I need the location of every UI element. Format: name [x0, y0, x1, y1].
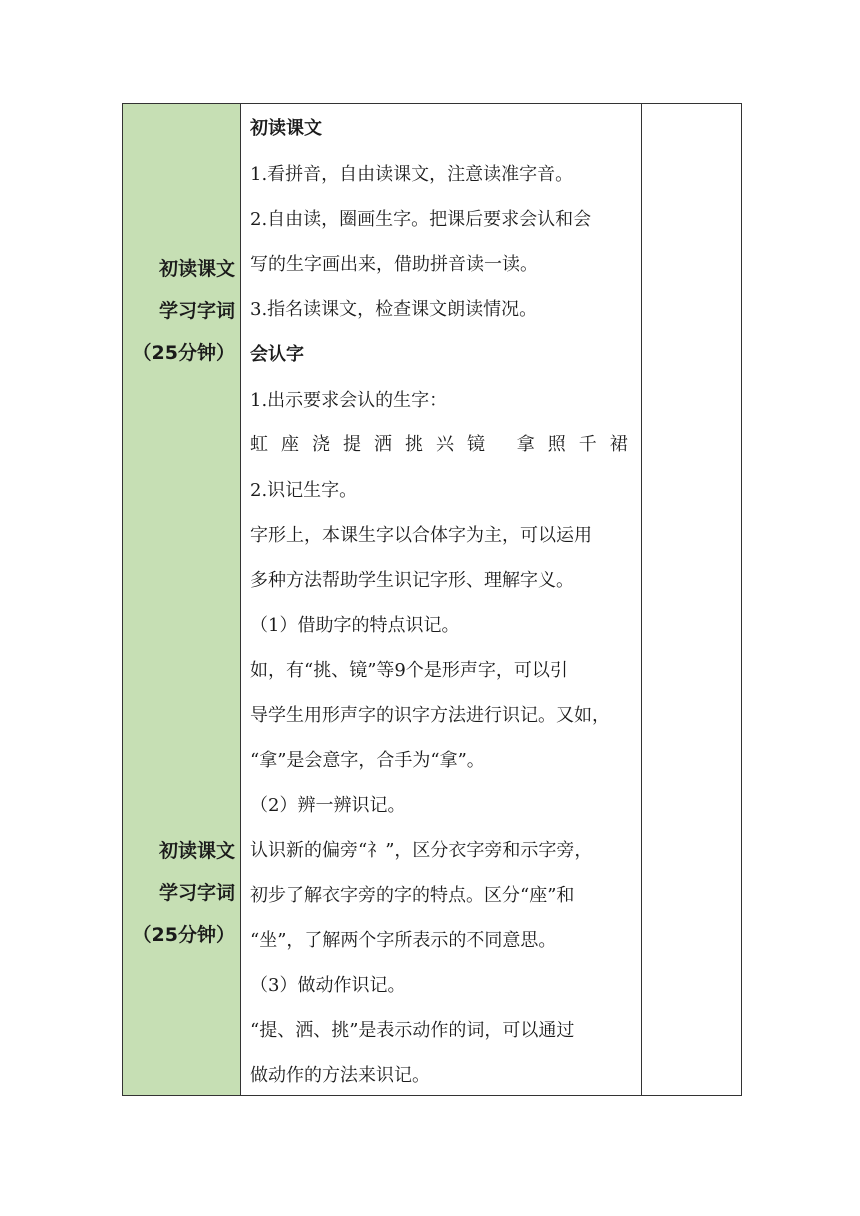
- paragraph-line: 多种方法帮助学生识记字形、理解字义。: [250, 570, 574, 591]
- paragraph-line: 如，有“挑、镜”等9个是形声字，可以引: [250, 660, 568, 681]
- recognize-step-1: 1.出示要求会认的生字：: [250, 390, 448, 411]
- paragraph-line: 做动作的方法来识记。: [250, 1065, 430, 1086]
- paragraph-line: “坐”，了解两个字所表示的不同意思。: [250, 930, 557, 951]
- stage-label-subtitle: 学习字词: [158, 882, 235, 904]
- step-2-line-1: 2.自由读，圈画生字。把课后要求会认和会: [250, 209, 592, 230]
- character-list: 虹座浇提洒挑兴镜 拿照千裙: [250, 434, 641, 455]
- paragraph-line: “提、洒、挑”是表示动作的词，可以通过: [250, 1020, 575, 1041]
- method-3: （3）做动作识记。: [250, 975, 406, 996]
- stage-label-title: 初读课文: [158, 840, 235, 862]
- stage-label-column: [123, 104, 241, 1095]
- teaching-content-column: [241, 104, 642, 1095]
- paragraph-line: 字形上，本课生字以合体字为主，可以运用: [250, 525, 592, 546]
- stage-label-block-1: [123, 248, 241, 374]
- stage-label-duration: （25分钟）: [132, 924, 235, 946]
- paragraph-line: 认识新的偏旁“礻”，区分衣字旁和示字旁，: [250, 840, 593, 861]
- stage-label-title: 初读课文: [158, 258, 235, 280]
- paragraph-line: “拿”是会意字，合手为“拿”。: [250, 750, 485, 771]
- stage-label-subtitle: 学习字词: [158, 300, 235, 322]
- method-2: （2）辨一辨识记。: [250, 795, 406, 816]
- stage-label-duration: （25分钟）: [132, 342, 235, 364]
- notes-column: [642, 104, 741, 1095]
- lesson-table: [122, 103, 742, 1096]
- step-2-line-2: 写的生字画出来，借助拼音读一读。: [250, 254, 538, 275]
- method-1: （1）借助字的特点识记。: [250, 615, 460, 636]
- section-heading-characters: 会认字: [250, 344, 304, 365]
- paragraph-line: 初步了解衣字旁的字的特点。区分“座”和: [250, 885, 575, 906]
- section-heading-first-reading: 初读课文: [250, 118, 322, 139]
- step-3: 3.指名读课文，检查课文朗读情况。: [250, 299, 538, 320]
- step-1: 1.看拼音，自由读课文，注意读准字音。: [250, 164, 574, 185]
- recognize-step-2: 2.识记生字。: [250, 480, 358, 501]
- paragraph-line: 导学生用形声字的识字方法进行识记。又如，: [250, 705, 610, 726]
- stage-label-block-2: [123, 830, 241, 956]
